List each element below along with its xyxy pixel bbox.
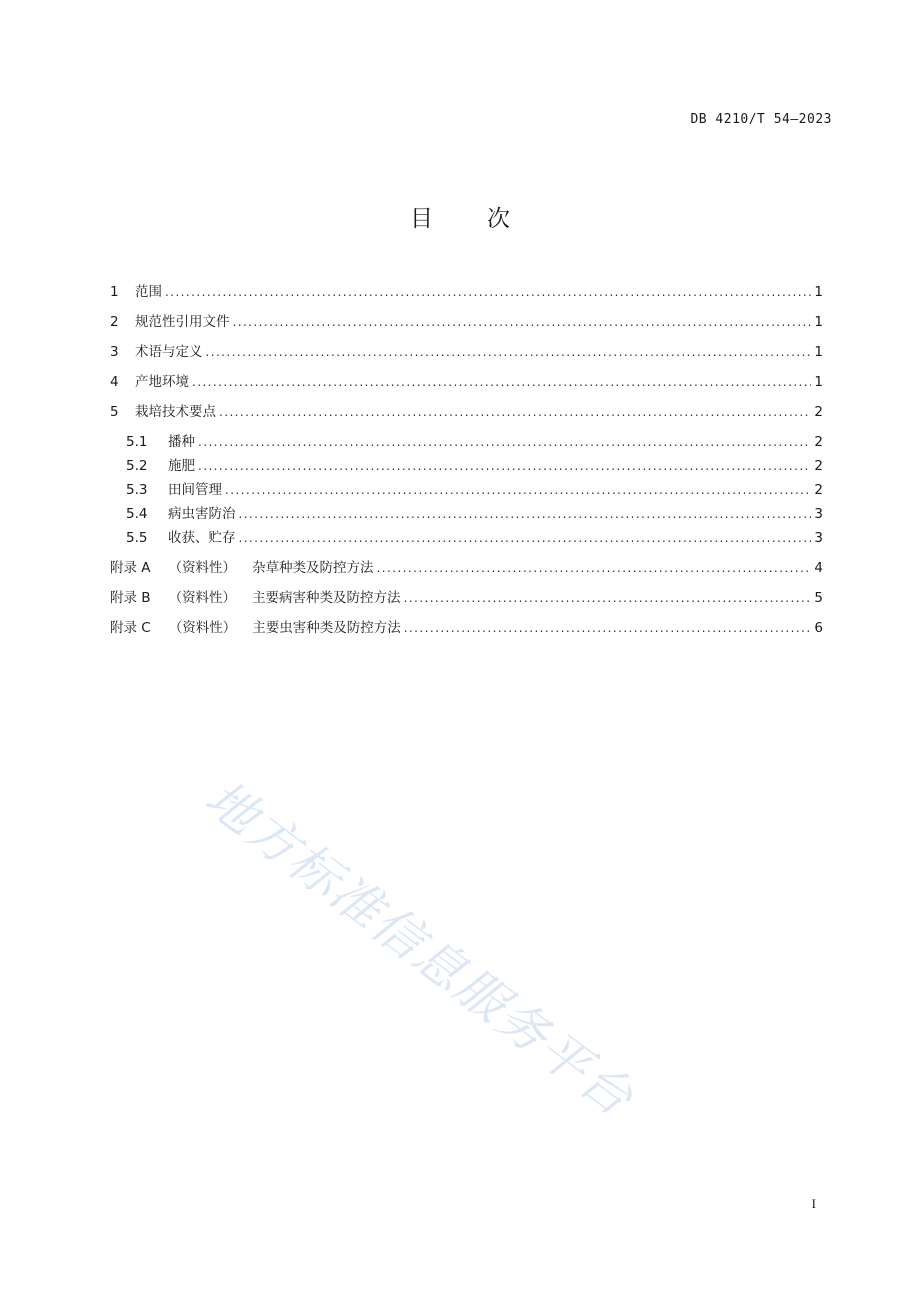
toc-entry-page: 2 xyxy=(814,404,823,420)
appendix-label: 附录 C xyxy=(110,620,151,636)
toc-title-char: 目 xyxy=(410,206,433,232)
toc-entry-page: 3 xyxy=(814,506,823,522)
toc-entry[interactable] xyxy=(110,370,823,390)
toc-entry-title: 主要病害种类及防控方法 xyxy=(252,590,401,606)
dot-leader xyxy=(225,483,811,497)
toc-entry-number: 5 xyxy=(110,404,119,420)
toc-entry-title: 主要虫害种类及防控方法 xyxy=(252,620,401,636)
toc-entry-number: 4 xyxy=(110,374,119,390)
toc-subentry[interactable] xyxy=(126,454,823,474)
toc-entry-page: 2 xyxy=(814,458,823,474)
toc-entry-title: 产地环境 xyxy=(135,374,189,390)
toc-entry[interactable] xyxy=(110,400,823,420)
toc-entry-title: 病虫害防治 xyxy=(168,506,236,522)
toc-entry-number: 3 xyxy=(110,344,119,360)
page-number: I xyxy=(811,1196,816,1211)
toc-entry-number: 5.5 xyxy=(126,530,148,546)
toc-entry-page: 5 xyxy=(814,590,823,606)
toc-entry-page: 2 xyxy=(814,434,823,450)
toc-entry-page: 1 xyxy=(814,314,823,330)
toc-entry-number: 5.2 xyxy=(126,458,148,474)
toc-entry[interactable] xyxy=(110,310,823,330)
appendix-label: 附录 B xyxy=(110,590,151,606)
toc-entry[interactable] xyxy=(110,340,823,360)
toc-entry-page: 1 xyxy=(814,344,823,360)
toc-entry-title: 杂草种类及防控方法 xyxy=(252,560,374,576)
dot-leader xyxy=(233,315,812,329)
dot-leader xyxy=(219,405,811,419)
toc-subentry[interactable] xyxy=(126,526,823,546)
toc-entry-title: 术语与定义 xyxy=(135,344,203,360)
dot-leader xyxy=(404,621,812,635)
appendix-label: 附录 A xyxy=(110,560,151,576)
toc-entry-page: 1 xyxy=(814,284,823,300)
toc-entry-page: 2 xyxy=(814,482,823,498)
dot-leader xyxy=(404,591,812,605)
toc-entry-page: 3 xyxy=(814,530,823,546)
toc-appendix-entry[interactable] xyxy=(110,586,823,606)
dot-leader xyxy=(377,561,812,575)
toc-appendix-entry[interactable] xyxy=(110,556,823,576)
toc-entry-title: 施肥 xyxy=(168,458,195,474)
standard-code: DB 4210/T 54—2023 xyxy=(690,112,832,127)
toc-entry-title: 栽培技术要点 xyxy=(135,404,216,420)
toc-subentry[interactable] xyxy=(126,430,823,450)
toc-appendix-entry[interactable] xyxy=(110,616,823,636)
toc-subentry[interactable] xyxy=(126,478,823,498)
watermark: 地方标准信息服务平台 xyxy=(194,768,645,1129)
dot-leader xyxy=(165,285,811,299)
dot-leader xyxy=(206,345,812,359)
toc-entry-title: 范围 xyxy=(135,284,162,300)
toc-entry-page: 1 xyxy=(814,374,823,390)
toc-entry-number: 5.3 xyxy=(126,482,148,498)
dot-leader xyxy=(239,531,812,545)
appendix-nature: （资料性） xyxy=(168,590,237,606)
toc-title xyxy=(0,200,920,233)
toc-entry-number: 5.4 xyxy=(126,506,148,522)
toc-entry-number: 2 xyxy=(110,314,119,330)
dot-leader xyxy=(192,375,811,389)
appendix-nature: （资料性） xyxy=(168,620,237,636)
dot-leader xyxy=(198,435,811,449)
toc-entry-page: 6 xyxy=(814,620,823,636)
appendix-nature: （资料性） xyxy=(168,560,237,576)
toc-entry-title: 收获、贮存 xyxy=(168,530,236,546)
toc-entry[interactable] xyxy=(110,280,823,300)
toc-entry-number: 1 xyxy=(110,284,119,300)
dot-leader xyxy=(198,459,811,473)
dot-leader xyxy=(239,507,812,521)
toc-entry-page: 4 xyxy=(814,560,823,576)
toc-entry-title: 规范性引用文件 xyxy=(135,314,230,330)
toc-entry-title: 田间管理 xyxy=(168,482,222,498)
toc-subentry[interactable] xyxy=(126,502,823,522)
toc-entry-title: 播种 xyxy=(168,434,195,450)
toc-title-char: 次 xyxy=(487,206,510,232)
toc-entry-number: 5.1 xyxy=(126,434,148,450)
